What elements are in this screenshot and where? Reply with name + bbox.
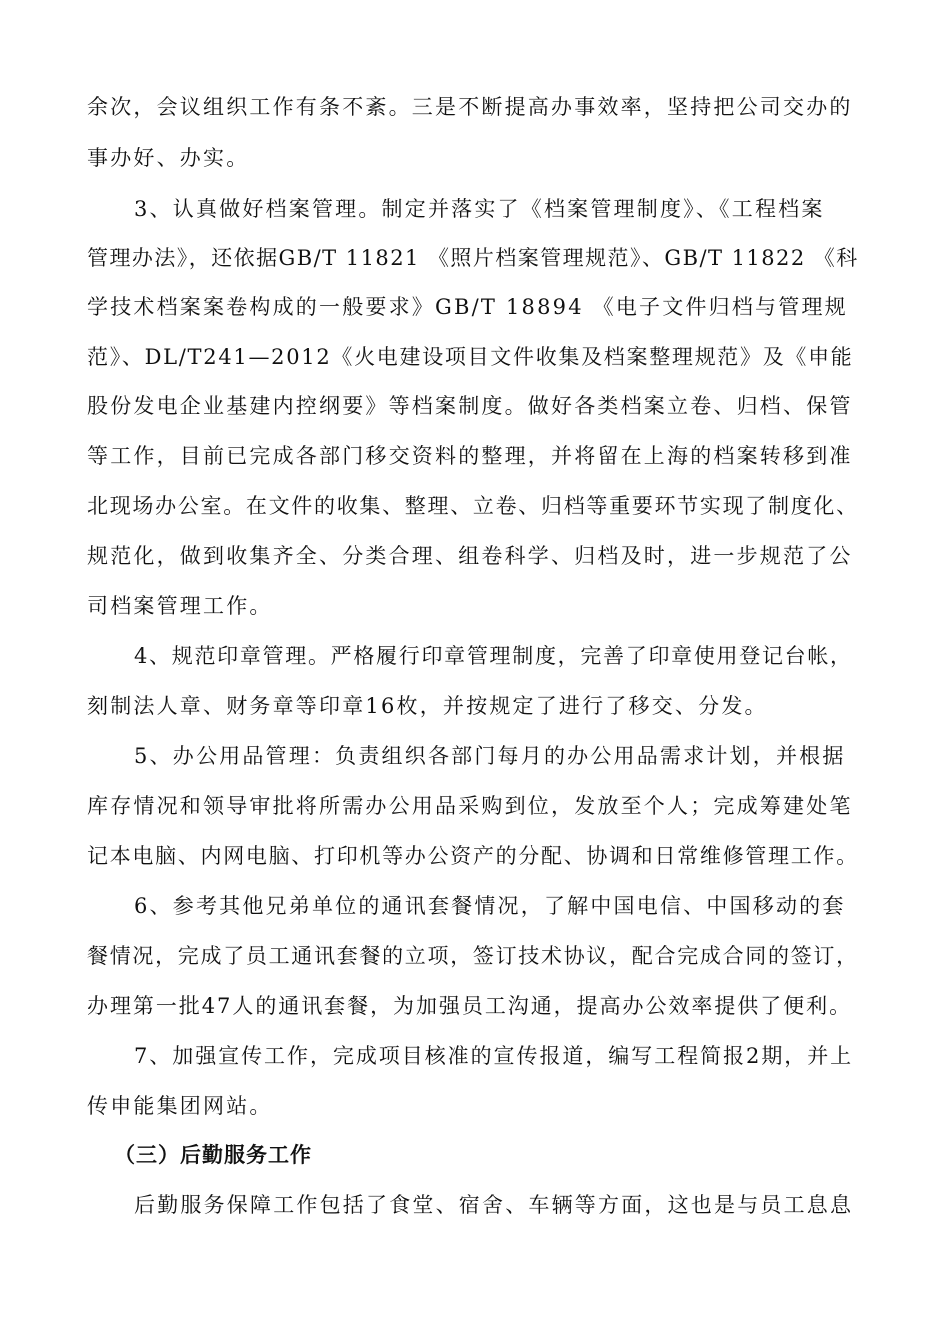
paragraph-line: 等工作，目前已完成各部门移交资料的整理，并将留在上海的档案转移到准 — [87, 444, 853, 468]
paragraph-line: 4、规范印章管理。严格履行印章管理制度，完善了印章使用登记台帐， — [134, 644, 853, 668]
paragraph-line: 刻制法人章、财务章等印章16枚，并按规定了进行了移交、分发。 — [87, 694, 768, 718]
paragraph-line: 5、办公用品管理：负责组织各部门每月的办公用品需求计划，并根据 — [134, 744, 846, 768]
paragraph-line: 7、加强宣传工作，完成项目核准的宣传报道，编写工程简报2期，并上 — [134, 1044, 854, 1068]
paragraph-line: 库存情况和领导审批将所需办公用品采购到位，发放至个人；完成筹建处笔 — [87, 794, 853, 818]
paragraph-line: 6、参考其他兄弟单位的通讯套餐情况，了解中国电信、中国移动的套 — [134, 894, 846, 918]
section-heading: （三）后勤服务工作 — [114, 1143, 312, 1167]
paragraph-line: 管理办法》，还依据GB/T 11821 《照片档案管理规范》、GB/T 11822 《科 — [87, 246, 859, 270]
paragraph-line: 后勤服务保障工作包括了食堂、宿舍、车辆等方面，这也是与员工息息 — [134, 1193, 854, 1217]
paragraph-line: 传申能集团网站。 — [87, 1094, 273, 1118]
paragraph-line: 规范化，做到收集齐全、分类合理、组卷科学、归档及时，进一步规范了公 — [87, 544, 853, 568]
paragraph-line: 司档案管理工作。 — [87, 594, 273, 618]
paragraph-line: 事办好、办实。 — [87, 146, 250, 170]
paragraph-line: 办理第一批47人的通讯套餐，为加强员工沟通，提高办公效率提供了便利。 — [87, 994, 853, 1018]
paragraph-line: 记本电脑、内网电脑、打印机等办公资产的分配、协调和日常维修管理工作。 — [87, 844, 859, 868]
paragraph-line: 北现场办公室。在文件的收集、整理、立卷、归档等重要环节实现了制度化、 — [87, 494, 859, 518]
paragraph-line: 股份发电企业基建内控纲要》等档案制度。做好各类档案立卷、归档、保管 — [87, 394, 853, 418]
paragraph-line: 余次，会议组织工作有条不紊。三是不断提高办事效率，坚持把公司交办的 — [87, 95, 853, 119]
paragraph-line: 3、认真做好档案管理。制定并落实了《档案管理制度》、《工程档案 — [134, 197, 825, 221]
paragraph-line: 餐情况，完成了员工通讯套餐的立项，签订技术协议，配合完成合同的签订， — [87, 944, 859, 968]
paragraph-line: 学技术档案案卷构成的一般要求》GB/T 18894 《电子文件归档与管理规 — [87, 295, 848, 319]
paragraph-line: 范》、DL/T241—2012《火电建设项目文件收集及档案整理规范》及《申能 — [87, 345, 854, 369]
